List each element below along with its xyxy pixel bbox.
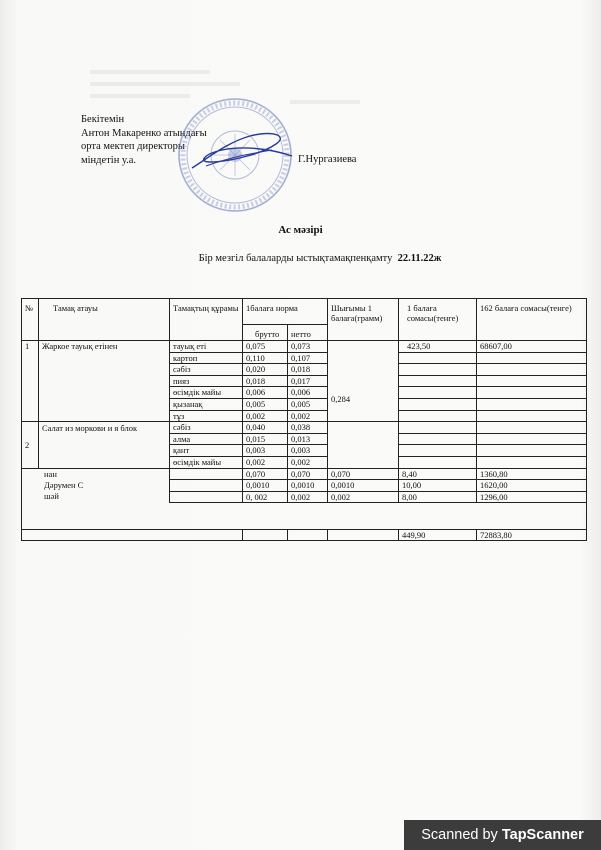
table-spacer-row bbox=[22, 503, 587, 530]
header-dish: Тамақ атауы bbox=[39, 299, 170, 341]
extra-netto: 0,0010 bbox=[288, 480, 328, 492]
ingredient-netto: 0,005 bbox=[288, 398, 328, 410]
ingredient-netto: 0,018 bbox=[288, 364, 328, 376]
ingredient-brutto: 0,020 bbox=[243, 364, 288, 376]
dish-output: 0,284 bbox=[331, 394, 351, 404]
extra-netto: 0,070 bbox=[288, 468, 328, 480]
extra-output: 0,002 bbox=[328, 491, 399, 503]
menu-table bbox=[21, 298, 587, 541]
ingredient-name: алма bbox=[170, 433, 243, 445]
total-row bbox=[22, 530, 587, 541]
header-cost-one: 1 балаға сомасы(тенге) bbox=[399, 299, 477, 341]
page-title: Ас мәзірі bbox=[278, 224, 323, 236]
extra-netto: 0,002 bbox=[288, 491, 328, 503]
extra-cost-total: 1360,80 bbox=[477, 468, 587, 480]
ingredient-netto: 0,013 bbox=[288, 433, 328, 445]
extra-name: Дәрумен С bbox=[22, 480, 170, 492]
ingredient-name: сәбіз bbox=[170, 364, 243, 376]
extra-output: 0,0010 bbox=[328, 480, 399, 492]
director-name: Г.Нургазиева bbox=[298, 154, 357, 165]
total-cost-total: 72883,80 bbox=[477, 530, 587, 541]
ingredient-netto: 0,003 bbox=[288, 445, 328, 457]
table-row bbox=[22, 480, 587, 492]
total-cost-one: 449,90 bbox=[399, 530, 477, 541]
ingredient-brutto: 0,040 bbox=[243, 422, 288, 434]
watermark-prefix: Scanned by bbox=[421, 827, 502, 843]
subtitle-text: Бір мезгіл балаларды ыстықтамақпенқамту bbox=[198, 253, 393, 264]
ingredient-brutto: 0,002 bbox=[243, 456, 288, 468]
header-output: Шығымы 1 балаға(грамм) bbox=[328, 299, 399, 341]
extra-brutto: 0,0010 bbox=[243, 480, 288, 492]
dish-name: Салат из моркови и я блок bbox=[39, 422, 170, 468]
approval-line-2: Антон Макаренко атындағы bbox=[81, 127, 207, 139]
dish-num: 2 bbox=[25, 439, 30, 450]
ingredient-name: өсімдік майы bbox=[170, 387, 243, 399]
ingredient-brutto: 0,006 bbox=[243, 387, 288, 399]
extra-cost-total: 1620,00 bbox=[477, 480, 587, 492]
header-composition: Тамақтың құрамы bbox=[170, 299, 243, 341]
ingredient-netto: 0,002 bbox=[288, 456, 328, 468]
header-num: № bbox=[22, 299, 39, 341]
ingredient-netto: 0,107 bbox=[288, 352, 328, 364]
table-row bbox=[22, 341, 587, 353]
subtitle-date: 22.11.22ж bbox=[397, 253, 442, 264]
extra-name: шәй bbox=[22, 491, 170, 503]
scanner-watermark bbox=[404, 820, 601, 850]
ingredient-brutto: 0,003 bbox=[243, 445, 288, 457]
header-netto: нетто bbox=[288, 325, 328, 341]
table-row bbox=[22, 468, 587, 480]
extra-cost-one: 10,00 bbox=[399, 480, 477, 492]
dish-num: 1 bbox=[22, 341, 39, 422]
ingredient-name: өсімдік майы bbox=[170, 456, 243, 468]
ingredient-netto: 0,017 bbox=[288, 375, 328, 387]
ingredient-name: сәбіз bbox=[170, 422, 243, 434]
header-norm: 1балаға норма bbox=[243, 299, 328, 325]
ingredient-name: пияз bbox=[170, 375, 243, 387]
ingredient-brutto: 0,075 bbox=[243, 341, 288, 353]
ingredient-name: тұз bbox=[170, 410, 243, 422]
extra-cost-one: 8,40 bbox=[399, 468, 477, 480]
header-cost-total: 162 балаға сомасы(тенге) bbox=[477, 299, 587, 341]
approval-line-1: Бекітемін bbox=[81, 114, 125, 125]
watermark-brand: TapScanner bbox=[501, 827, 584, 843]
dish-cost-one: 423,50 bbox=[399, 341, 477, 353]
ingredient-netto: 0,073 bbox=[288, 341, 328, 353]
ingredient-netto: 0,038 bbox=[288, 422, 328, 434]
ingredient-name: қызанақ bbox=[170, 398, 243, 410]
table-header-row bbox=[22, 299, 587, 325]
director-signature bbox=[188, 128, 298, 176]
ingredient-brutto: 0,018 bbox=[243, 375, 288, 387]
ingredient-netto: 0,002 bbox=[288, 410, 328, 422]
extra-name: нан bbox=[22, 468, 170, 480]
ingredient-name: картоп bbox=[170, 352, 243, 364]
approval-line-3: орта мектеп директоры bbox=[81, 141, 185, 152]
extra-brutto: 0,070 bbox=[243, 468, 288, 480]
ingredient-name: тауық еті bbox=[170, 341, 243, 353]
table-row bbox=[22, 422, 587, 434]
approval-line-4: міндетін у.а. bbox=[81, 154, 137, 166]
ingredient-name: қант bbox=[170, 445, 243, 457]
extra-cost-one: 8,00 bbox=[399, 491, 477, 503]
extra-output: 0,070 bbox=[328, 468, 399, 480]
ingredient-netto: 0,006 bbox=[288, 387, 328, 399]
table-row bbox=[22, 491, 587, 503]
dish-name: Жаркое тауық етінен bbox=[39, 341, 170, 422]
ingredient-brutto: 0,015 bbox=[243, 433, 288, 445]
extra-cost-total: 1296,00 bbox=[477, 491, 587, 503]
header-brutto: брутто bbox=[243, 325, 288, 341]
dish-output-cell bbox=[328, 341, 399, 422]
extra-brutto: 0, 002 bbox=[243, 491, 288, 503]
ingredient-brutto: 0,110 bbox=[243, 352, 288, 364]
dish-cost-total: 68607,00 bbox=[477, 341, 587, 353]
ingredient-brutto: 0,002 bbox=[243, 410, 288, 422]
dish-num-cell bbox=[22, 422, 39, 468]
ingredient-brutto: 0,005 bbox=[243, 398, 288, 410]
page-subtitle bbox=[0, 253, 601, 264]
